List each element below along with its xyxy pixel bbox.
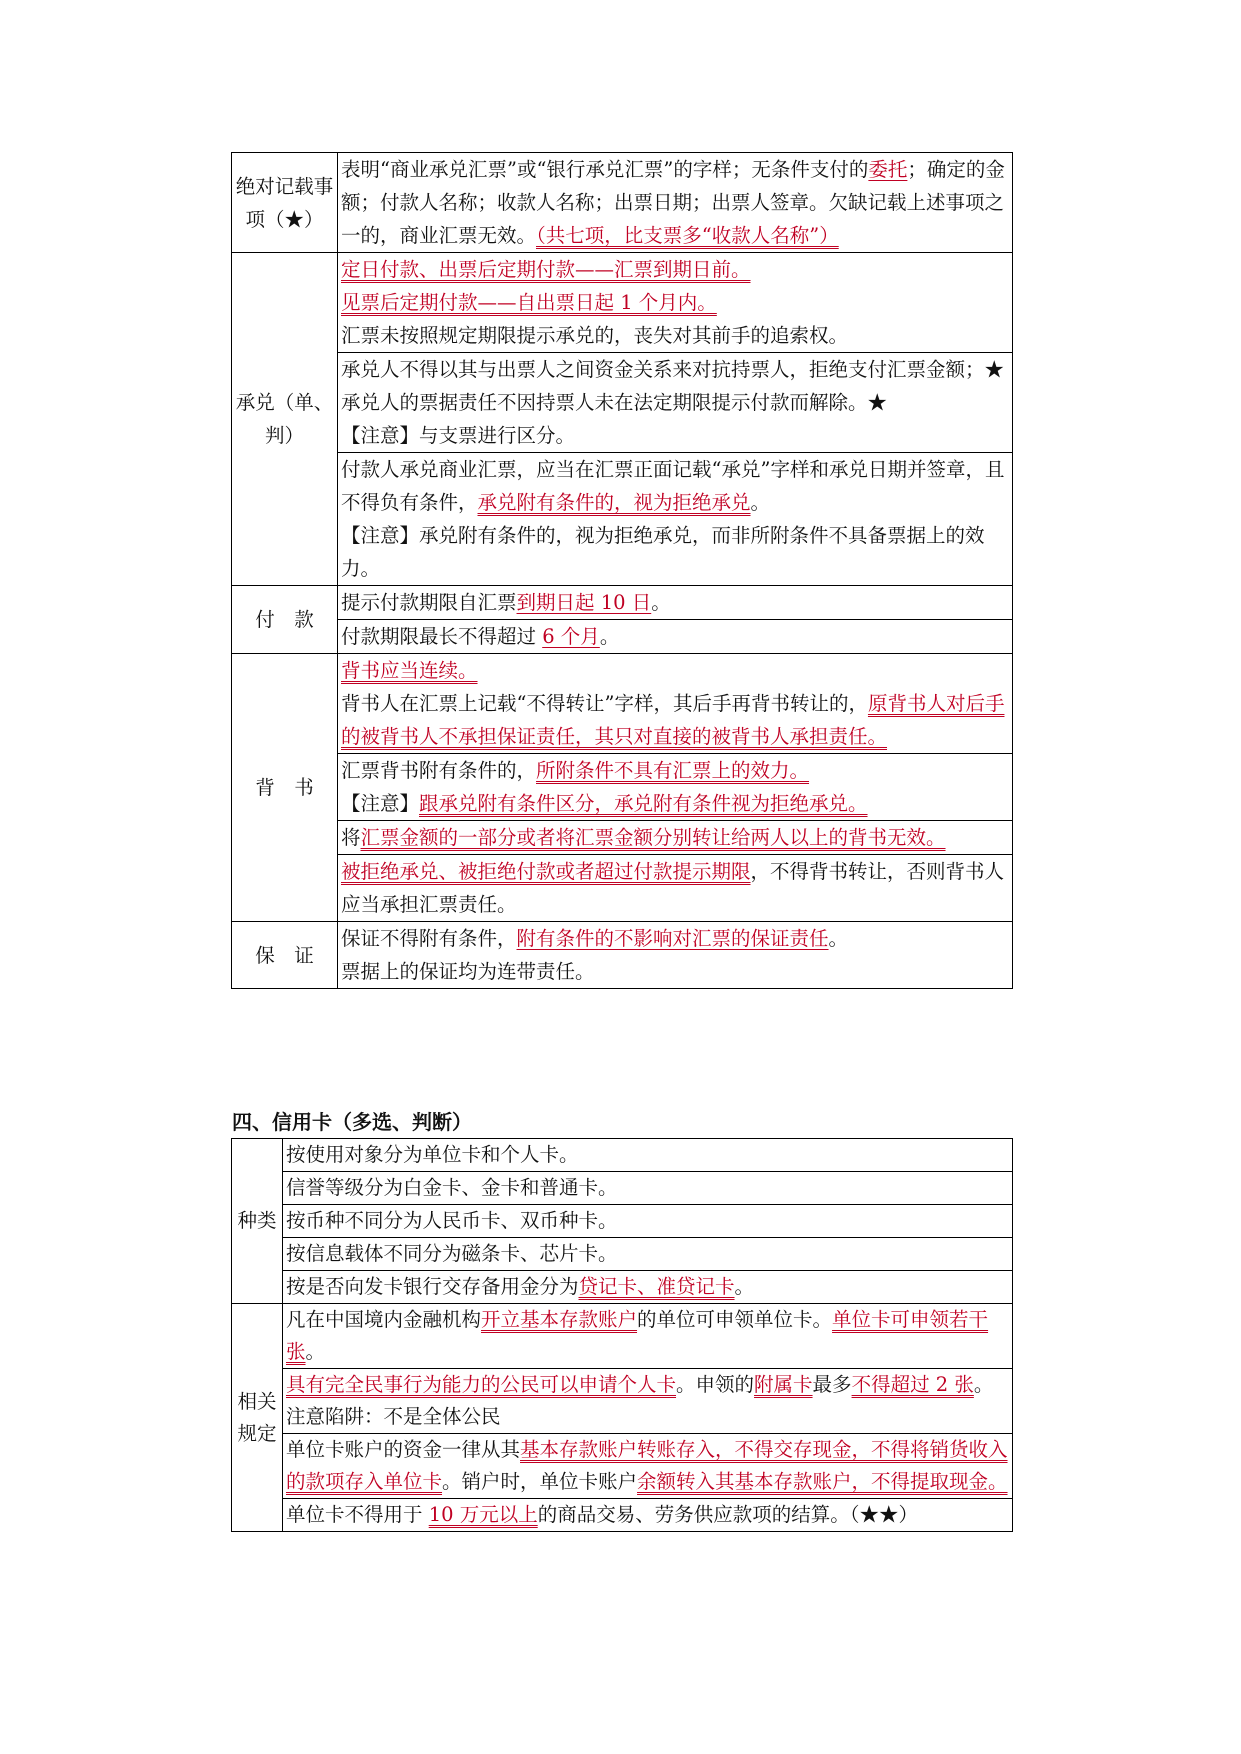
table-row <box>232 1205 1013 1238</box>
credit-card-table <box>231 1138 1013 1532</box>
table-row <box>232 1271 1013 1304</box>
endorsement-continuity-cell: 背书应当连续。 背书人在汇票上记载“不得转让”字样，其后手再背书转让的，原背书人对后手的被背书人不承担保证责任，其只对直接的被背书人承担责任。 <box>338 654 1013 754</box>
acceptor-liability-cell: 承兑人不得以其与出票人之间资金关系来对抗持票人，拒绝支付汇票金额；★ 承兑人的票据责任不因持票人未在法定期限提示付款而解除。★ 【注意】与支票进行区分。 <box>338 353 1013 453</box>
row-label-related-rules: 相关规定 <box>232 1304 283 1532</box>
acceptance-deadline-cell: 定日付款、出票后定期付款——汇票到期日前。 见票后定期付款——自出票日起 1 个月内。 汇票未按照规定期限提示承兑的，丧失对其前手的追索权。 <box>338 253 1013 353</box>
row-label-card-types: 种类 <box>232 1139 283 1304</box>
table-row <box>232 153 1013 253</box>
card-type-by-carrier-cell: 按信息载体不同分为磁条卡、芯片卡。 <box>283 1238 1013 1271</box>
section-heading-credit-card: 四、信用卡（多选、判断） <box>232 1110 472 1134</box>
card-type-by-user-cell: 按使用对象分为单位卡和个人卡。 <box>283 1139 1013 1172</box>
table-row <box>232 1304 1013 1369</box>
table-row <box>232 754 1013 821</box>
table-row <box>232 253 1013 353</box>
unit-card-limit-cell: 单位卡不得用于 10 万元以上的商品交易、劳务供应款项的结算。（★★） <box>283 1499 1013 1532</box>
conditional-acceptance-cell: 付款人承兑商业汇票，应当在汇票正面记载“承兑”字样和承兑日期并签章，且不得负有条件，承兑附有条件的，视为拒绝承兑。 【注意】承兑附有条件的，视为拒绝承兑，而非所附条件不具备票据上的效力。 <box>338 453 1013 586</box>
row-label-payment: 付 款 <box>232 586 338 654</box>
personal-card-eligibility-cell: 具有完全民事行为能力的公民可以申请个人卡。申领的附属卡最多不得超过 2 张。注意陷阱：不是全体公民 <box>283 1369 1013 1434</box>
table-row <box>232 1369 1013 1434</box>
unit-card-funds-cell: 单位卡账户的资金一律从其基本存款账户转账存入，不得交存现金，不得将销货收入的款项存入单位卡。销户时，单位卡账户余额转入其基本存款账户，不得提取现金。 <box>283 1434 1013 1499</box>
table-row <box>232 620 1013 654</box>
card-type-by-grade-cell: 信誉等级分为白金卡、金卡和普通卡。 <box>283 1172 1013 1205</box>
table-row <box>232 821 1013 855</box>
table-row <box>232 1238 1013 1271</box>
table-row <box>232 855 1013 922</box>
endorsement-prohibited-cell: 被拒绝承兑、被拒绝付款或者超过付款提示期限，不得背书转让，否则背书人应当承担汇票责任。 <box>338 855 1013 922</box>
guarantee-cell: 保证不得附有条件，附有条件的不影响对汇票的保证责任。 票据上的保证均为连带责任。 <box>338 922 1013 989</box>
endorsement-condition-cell: 汇票背书附有条件的，所附条件不具有汇票上的效力。 【注意】跟承兑附有条件区分，承兑附有条件视为拒绝承兑。 <box>338 754 1013 821</box>
absolute-items-content: 表明“商业承兑汇票”或“银行承兑汇票”的字样；无条件支付的委托；确定的金额；付款人名称；收款人名称；出票日期；出票人签章。欠缺记载上述事项之一的，商业汇票无效。（共七项，比支票多“收款人名称”） <box>338 153 1013 253</box>
draft-rules-table <box>231 152 1013 989</box>
table-row <box>232 453 1013 586</box>
table-row <box>232 1434 1013 1499</box>
card-type-by-currency-cell: 按币种不同分为人民币卡、双币种卡。 <box>283 1205 1013 1238</box>
table-row <box>232 654 1013 754</box>
partial-endorsement-cell: 将汇票金额的一部分或者将汇票金额分别转让给两人以上的背书无效。 <box>338 821 1013 855</box>
card-type-by-deposit-cell: 按是否向发卡银行交存备用金分为贷记卡、准贷记卡。 <box>283 1271 1013 1304</box>
row-label-acceptance: 承兑（单、判） <box>232 253 338 586</box>
row-label-endorsement: 背 书 <box>232 654 338 922</box>
table-row <box>232 353 1013 453</box>
payment-period-cell: 付款期限最长不得超过 6 个月。 <box>338 620 1013 654</box>
table-row <box>232 586 1013 620</box>
table-row <box>232 1139 1013 1172</box>
row-label-guarantee: 保 证 <box>232 922 338 989</box>
payment-presentation-cell: 提示付款期限自汇票到期日起 10 日。 <box>338 586 1013 620</box>
table-row <box>232 922 1013 989</box>
table-row <box>232 1499 1013 1532</box>
row-label-absolute-items: 绝对记载事项（★） <box>232 153 338 253</box>
table-row <box>232 1172 1013 1205</box>
unit-card-eligibility-cell: 凡在中国境内金融机构开立基本存款账户的单位可申领单位卡。单位卡可申领若干张。 <box>283 1304 1013 1369</box>
